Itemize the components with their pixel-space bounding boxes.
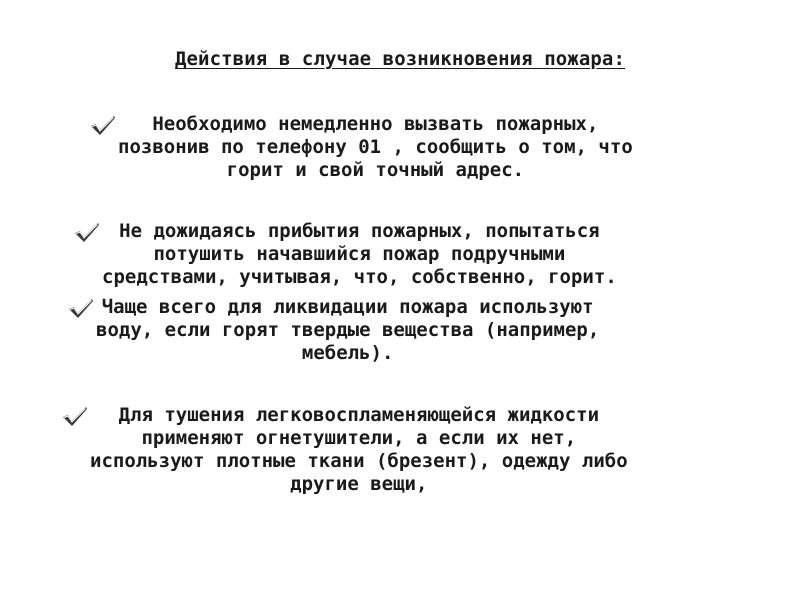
checkmark-icon xyxy=(72,220,102,244)
page-title: Действия в случае возникновения пожара: xyxy=(174,48,626,70)
text-line: горит и свой точный адрес. xyxy=(226,159,525,181)
list-item-text xyxy=(118,113,633,182)
text-line: Чаще всего для ликвидации пожара используют xyxy=(101,296,594,318)
list-item-text xyxy=(96,296,599,365)
text-line: мебель). xyxy=(301,342,394,364)
text-line: Не дожидаясь прибытия пожарных, попытаться xyxy=(119,220,600,242)
text-line: воду, если горят твердые вещества (например, xyxy=(96,319,600,341)
text-line: позвонив по телефону 01 , сообщить о том, что xyxy=(118,136,633,158)
checkmark-icon xyxy=(66,296,96,320)
list-item-text xyxy=(90,404,628,496)
text-line: Для тушения легковоспламеняющейся жидкости xyxy=(118,404,600,426)
text-line: используют плотные ткани (брезент), одежду либо xyxy=(90,450,628,472)
text-line: Необходимо немедленно вызвать пожарных, xyxy=(152,113,599,135)
text-line: другие вещи, xyxy=(290,473,428,495)
list-item xyxy=(88,113,633,182)
list-item xyxy=(66,296,599,365)
text-line: потушить начавшийся пожар подручными xyxy=(153,243,566,265)
text-line: средствами, учитывая, что, собственно, горит. xyxy=(102,266,617,288)
list-item xyxy=(72,220,617,289)
checkmark-icon xyxy=(60,404,90,428)
text-line: применяют огнетушители, а если их нет, xyxy=(141,427,577,449)
list-item-text xyxy=(102,220,617,289)
list-item xyxy=(60,404,628,496)
checkmark-icon xyxy=(88,113,118,137)
